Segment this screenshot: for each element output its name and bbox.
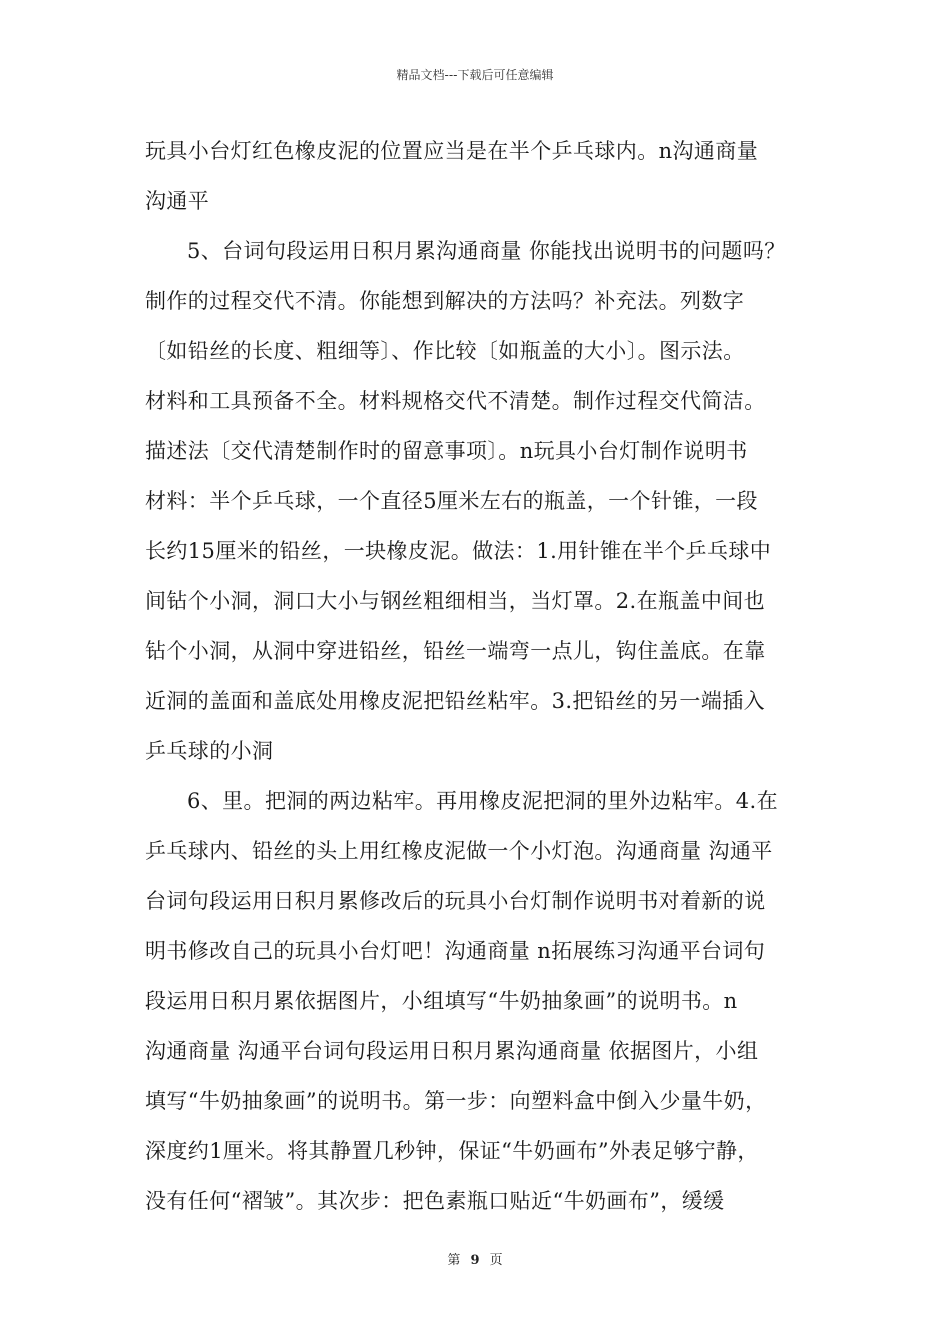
page-label-suffix: 页 xyxy=(489,1253,503,1268)
text-line-8: 材料：半个乒乓球，一个直径5厘米左右的瓶盖，一个针锥，一段 xyxy=(145,489,758,513)
text-line-21: 深度约1厘米。将其静置几秒钟，保证“牛奶画布”外表足够宁静， xyxy=(145,1139,759,1163)
text-line-12: 近洞的盖面和盖底处用橡皮泥把铅丝粘牢。3.把铅丝的另一端插入 xyxy=(145,689,766,713)
text-line-11: 钻个小洞，从洞中穿进铅丝，铅丝一端弯一点儿，钩住盖底。在靠 xyxy=(145,639,766,663)
text-line-9: 长约15厘米的铅丝，一块橡皮泥。做法：1.用针锥在半个乒乓球中 xyxy=(145,539,772,563)
page-label-prefix: 第 xyxy=(447,1253,461,1268)
text-line-10: 间钻个小洞，洞口大小与钢丝粗细相当，当灯罩。2.在瓶盖中间也 xyxy=(145,589,766,613)
text-line-20: 填写“牛奶抽象画”的说明书。第一步：向塑料盒中倒入少量牛奶， xyxy=(145,1089,767,1113)
text-line-22: 没有任何“褶皱”。其次步：把色素瓶口贴近“牛奶画布”，缓缓 xyxy=(145,1189,725,1213)
text-line-13: 乒乓球的小洞 xyxy=(145,739,274,763)
document-body xyxy=(145,126,813,1226)
text-line-5: 〔如铅丝的长度、粗细等〕、作比较〔如瓶盖的大小〕。图示法。 xyxy=(145,339,745,363)
text-line-7: 描述法〔交代清楚制作时的留意事项〕。n玩具小台灯制作说明书 xyxy=(145,439,748,463)
text-line-1: 玩具小台灯红色橡皮泥的位置应当是在半个乒乓球内。n沟通商量 xyxy=(145,139,759,163)
text-line-19: 沟通商量 沟通平台词句段运用日积月累沟通商量 依据图片，小组 xyxy=(145,1039,759,1063)
page-number: 9 xyxy=(470,1253,480,1268)
text-line-14: 6、里。把洞的两边粘牢。再用橡皮泥把洞的里外边粘牢。4.在 xyxy=(187,789,778,813)
text-line-15: 乒乓球内、铅丝的头上用红橡皮泥做一个小灯泡。沟通商量 沟通平 xyxy=(145,839,773,863)
text-line-17: 明书修改自己的玩具小台灯吧！沟通商量 n拓展练习沟通平台词句 xyxy=(145,939,766,963)
text-line-2: 沟通平 xyxy=(145,189,210,213)
text-line-6: 材料和工具预备不全。材料规格交代不清楚。制作过程交代简洁。 xyxy=(145,389,766,413)
text-line-16: 台词句段运用日积月累修改后的玩具小台灯制作说明书对着新的说 xyxy=(145,889,766,913)
page-header: 精品文档---下载后可任意编辑 xyxy=(396,68,554,82)
text-line-4: 制作的过程交代不清。你能想到解决的方法吗？补充法。列数字 xyxy=(145,289,745,313)
page-footer xyxy=(0,1249,950,1268)
text-line-18: 段运用日积月累依据图片，小组填写“牛奶抽象画”的说明书。n xyxy=(145,989,738,1013)
text-line-3: 5、台词句段运用日积月累沟通商量 你能找出说明书的问题吗？ xyxy=(187,239,786,263)
